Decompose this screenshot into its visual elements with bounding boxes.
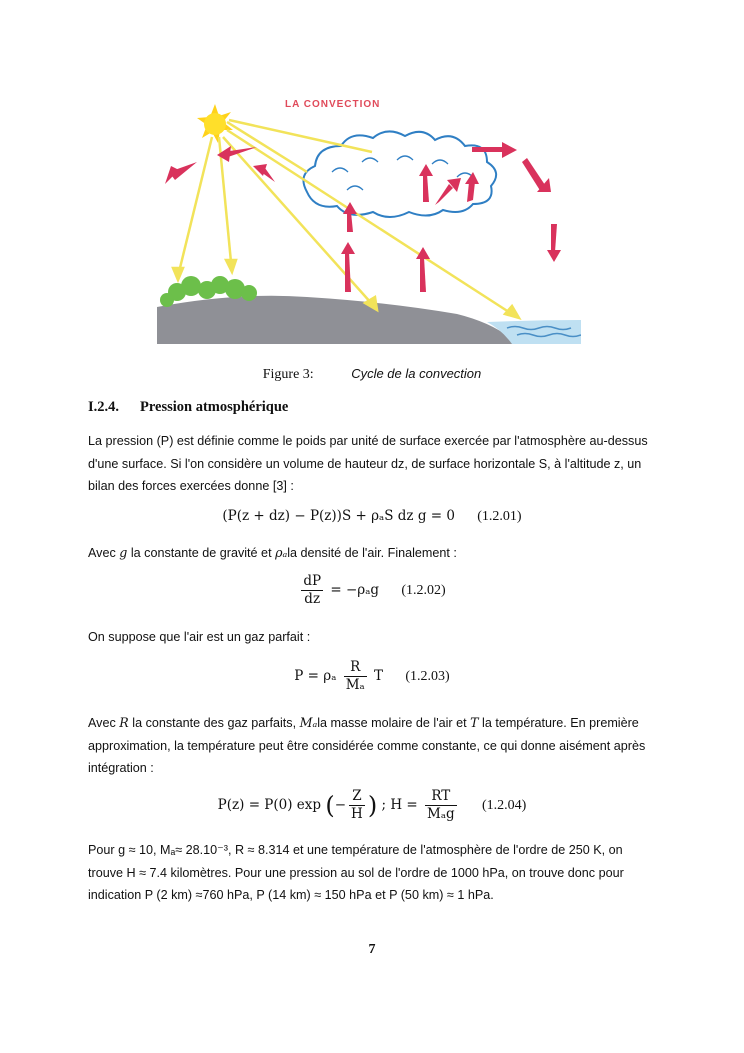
equation-tag: (1.2.01) <box>477 509 522 524</box>
paragraph-constants: Avec R la constante des gaz parfaits, Mₐla masse molaire de l'air et T la température. En première approximation, la température peut être considérée comme constante, ce qui donne aisément après intégration : <box>88 715 646 775</box>
fraction-r-ma: $\frac{R}{\text{Mₐ}}$ <box>345 659 365 693</box>
equation-1-2-04: P(z) = P(0) exp (− $\frac{Z}{H}$ ) ; H = $\frac{RT}{\text{Mₐg}}$ (1.2.04) <box>217 788 527 822</box>
section-heading <box>88 399 288 416</box>
equation-expr: (P(z + dz) − P(z))S + ρₐS dz g = 0 <box>222 508 455 524</box>
page-number: 7 <box>368 942 376 957</box>
paragraph-gravity: Avec g la constante de gravité et ρₐla densité de l'air. Finalement : <box>88 545 457 560</box>
symbol-rho-a: ρₐ <box>275 545 288 560</box>
paragraph-ideal-gas: On suppose que l'air est un gaz parfait : <box>88 630 311 644</box>
section-number: I.2.4. <box>88 399 120 415</box>
symbol-m-a: Mₐ <box>299 715 318 730</box>
fraction-rt-mag: $\frac{RT}{\text{Mₐg}}$ <box>427 788 455 822</box>
section-title: Pression atmosphérique <box>140 399 289 415</box>
equation-1-2-02: $\frac{dP}{dz}$ = −ρₐg (1.2.02) <box>303 573 446 607</box>
figure-title: LA CONVECTION <box>285 99 381 110</box>
caption-title: Cycle de la convection <box>351 366 482 381</box>
fraction-z-h: $\frac{Z}{H}$ <box>351 788 363 822</box>
paragraph-definition: La pression (P) est définie comme le poids par unité de surface exercée par l'atmosphère au-dessus d'une surface. Si l'on considère un volume de hauteur dz, de surface horizontale S, à l'altitude z, un bilan des forces exercées donne [3] : <box>88 434 648 493</box>
caption-label: Figure 3: <box>262 367 314 382</box>
paragraph-numerical: Pour g ≈ 10, Mₐ≈ 28.10⁻³, R ≈ 8.314 et une température de l'atmosphère de l'ordre de 250 K, on trouve H ≈ 7.4 kilomètres. Pour une pression au sol de l'ordre de 1000 hPa, on trouve donc pour indication P (2 km) ≈760 hPa, P (14 km) ≈ 150 hPa et P (50 km) ≈ 1 hPa. <box>88 843 624 902</box>
figure-caption <box>0 366 744 383</box>
equation-tag: (1.2.02) <box>401 583 446 598</box>
equation-tag: (1.2.04) <box>481 798 527 813</box>
fraction-dp-dz: $\frac{dP}{dz}$ <box>303 573 322 607</box>
equation-tag: (1.2.03) <box>405 669 450 684</box>
convection-figure <box>157 92 581 344</box>
equation-1-2-03: P = ρₐ $\frac{R}{\text{Mₐ}}$ T (1.2.03) <box>294 659 450 693</box>
equation-1-2-01 <box>0 508 744 525</box>
